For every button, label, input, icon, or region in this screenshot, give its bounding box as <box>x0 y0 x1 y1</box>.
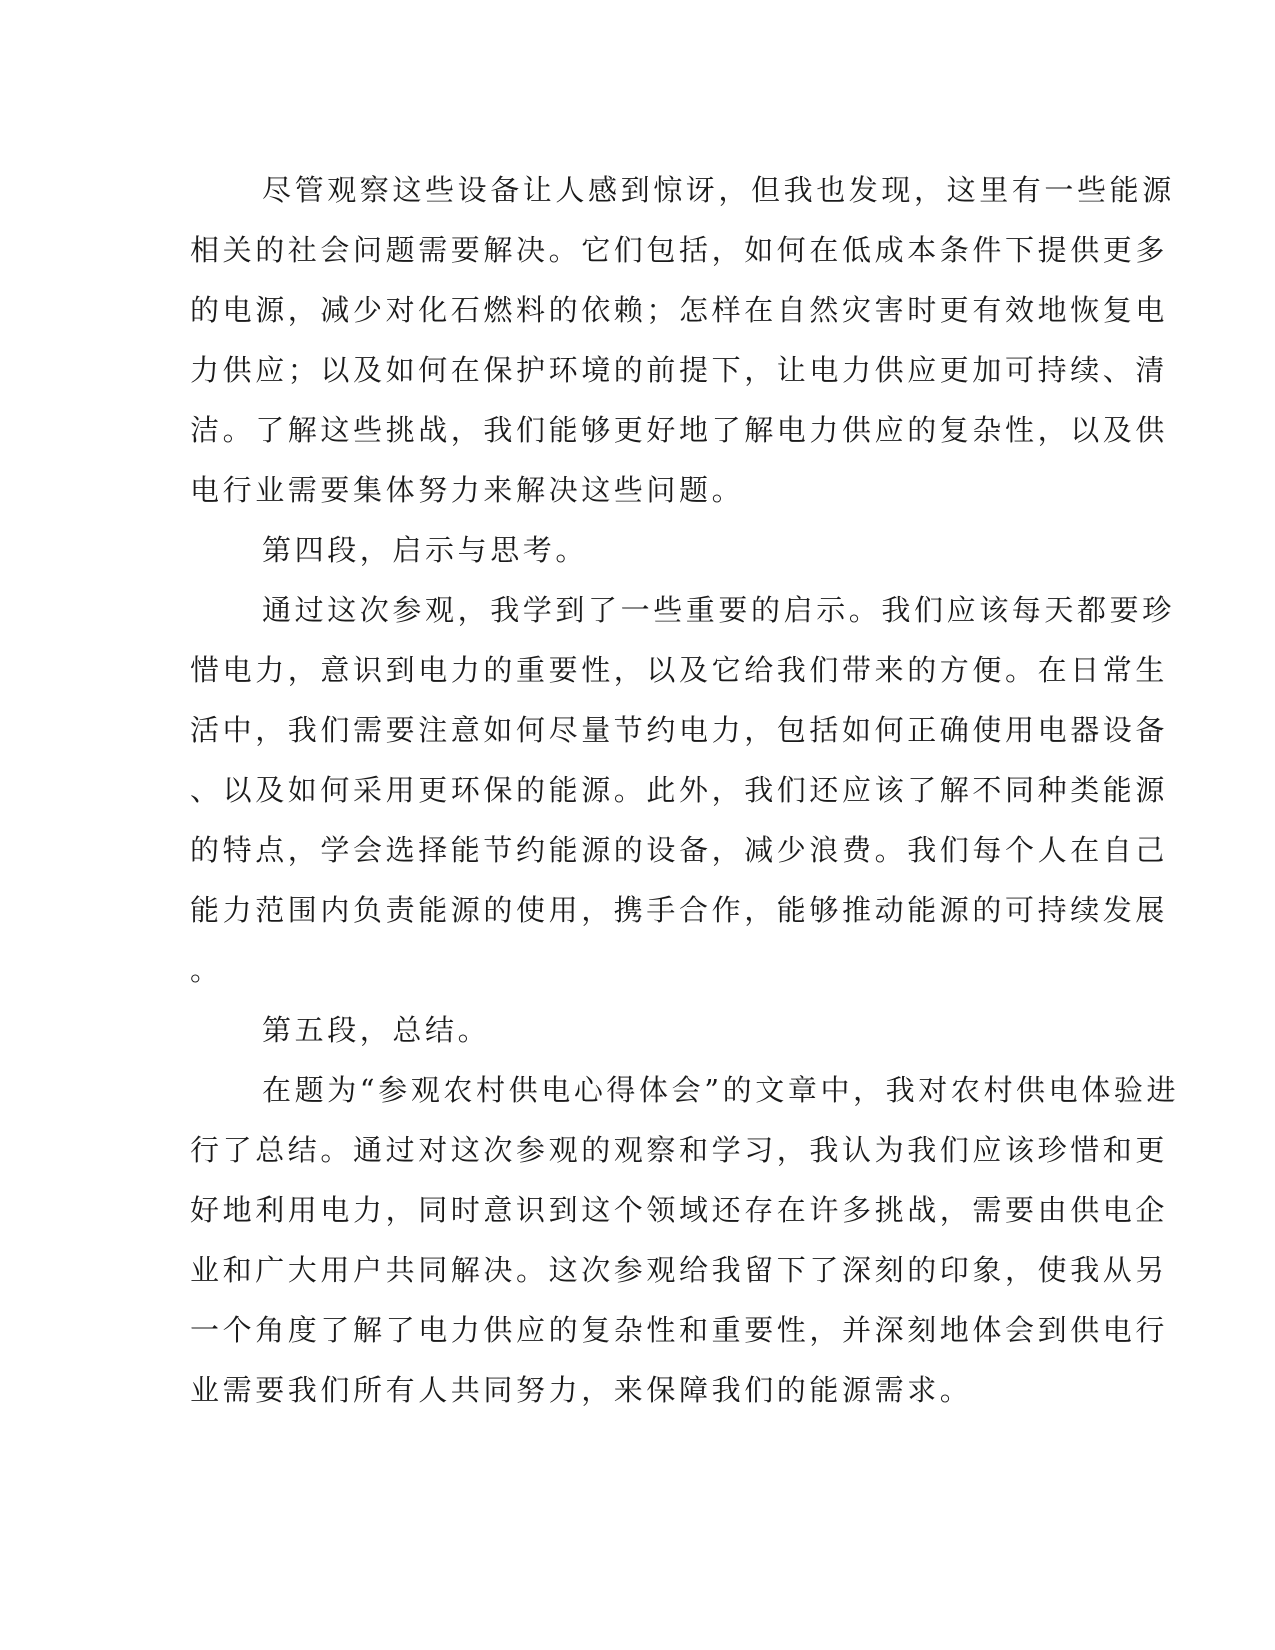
paragraph-1-line-2: 相关的社会问题需要解决。它们包括，如何在低成本条件下提供更多 <box>190 233 1169 267</box>
paragraph-1-line-4: 力供应；以及如何在保护环境的前提下，让电力供应更加可持续、清 <box>190 353 1169 387</box>
paragraph-1-line-1: 尽管观察这些设备让人感到惊讶，但我也发现，这里有一些能源 <box>262 173 1175 207</box>
paragraph-3-line-4: 业和广大用户共同解决。这次参观给我留下了深刻的印象，使我从另 <box>190 1253 1169 1287</box>
section-heading-4: 第四段，启示与思考。 <box>262 533 589 567</box>
paragraph-1-line-6: 电行业需要集体努力来解决这些问题。 <box>190 473 745 507</box>
paragraph-2-line-4: 、以及如何采用更环保的能源。此外，我们还应该了解不同种类能源 <box>190 773 1169 807</box>
paragraph-3-line-5: 一个角度了解了电力供应的复杂性和重要性，并深刻地体会到供电行 <box>190 1313 1169 1347</box>
paragraph-1-line-3: 的电源，减少对化石燃料的依赖；怎样在自然灾害时更有效地恢复电 <box>190 293 1169 327</box>
paragraph-3-line-1: 在题为“参观农村供电心得体会”的文章中，我对农村供电体验进 <box>262 1073 1180 1107</box>
paragraph-2-line-5: 的特点，学会选择能节约能源的设备，减少浪费。我们每个人在自己 <box>190 833 1169 867</box>
paragraph-3-line-6: 业需要我们所有人共同努力，来保障我们的能源需求。 <box>190 1373 973 1407</box>
paragraph-1-line-5: 洁。了解这些挑战，我们能够更好地了解电力供应的复杂性，以及供 <box>190 413 1169 447</box>
paragraph-2-line-7: 。 <box>190 953 223 987</box>
paragraph-2-line-1: 通过这次参观，我学到了一些重要的启示。我们应该每天都要珍 <box>262 593 1175 627</box>
section-heading-5: 第五段，总结。 <box>262 1013 491 1047</box>
paragraph-3-line-2: 行了总结。通过对这次参观的观察和学习，我认为我们应该珍惜和更 <box>190 1133 1169 1167</box>
document-body <box>190 160 1180 1420</box>
paragraph-2-line-6: 能力范围内负责能源的使用，携手合作，能够推动能源的可持续发展 <box>190 893 1169 927</box>
paragraph-2-line-3: 活中，我们需要注意如何尽量节约电力，包括如何正确使用电器设备 <box>190 713 1169 747</box>
paragraph-2-line-2: 惜电力，意识到电力的重要性，以及它给我们带来的方便。在日常生 <box>190 653 1169 687</box>
paragraph-3-line-3: 好地利用电力，同时意识到这个领域还存在许多挑战，需要由供电企 <box>190 1193 1169 1227</box>
